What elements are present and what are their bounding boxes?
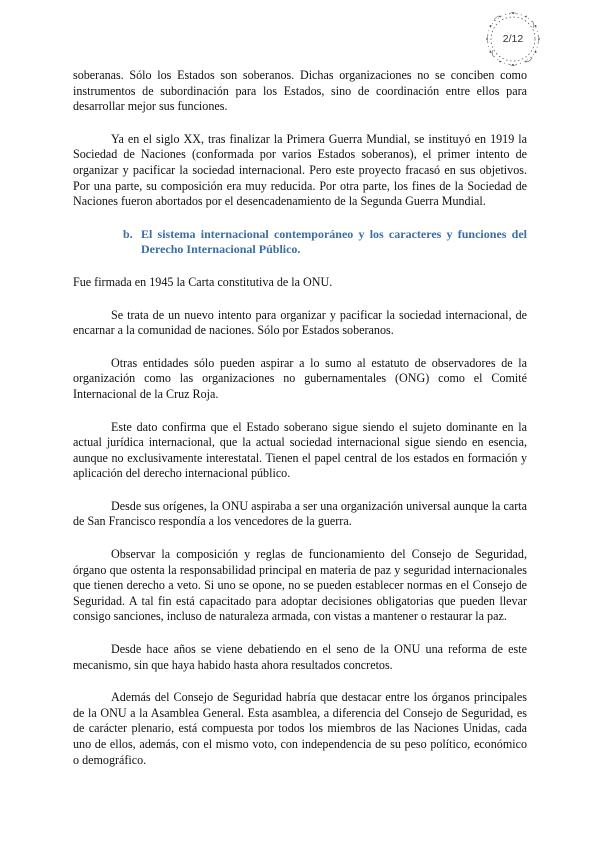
paragraph: Otras entidades sólo pueden aspirar a lo sumo al estatuto de observadores de la organización como las organizaciones no gubernamentales (ONG) como el Comité Internacional de la Cruz Roja. (73, 355, 527, 401)
page-number: 2/12 (502, 33, 524, 45)
paragraph: Desde hace años se viene debatiendo en el seno de la ONU una reforma de este mecanismo, sin que haya habido hasta ahora resultados concretos. (73, 642, 527, 672)
document-body (73, 68, 527, 768)
page-number-badge (482, 8, 544, 70)
paragraph: Ya en el siglo XX, tras finalizar la Primera Guerra Mundial, se instituyó en 1919 la Sociedad de Naciones (conformada por varios Estados soberanos), el primer intento de organizar y pacificar la sociedad internacional. Pero este proyecto fracasó en sus objetivos. Por una parte, su composición era muy reducida. Por otra parte, los fines de la Sociedad de Naciones fueron abortados por el desencadenamiento de la Segunda Guerra Mundial. (73, 131, 527, 209)
paragraph: Este dato confirma que el Estado soberano sigue siendo el sujeto dominante en la actual jurídica internacional, que la actual sociedad internacional sigue siendo en esencia, aunque no exclusivamente interestatal. Tienen el papel central de los estados en formación y aplicación del derecho internacional público. (73, 419, 527, 481)
heading-marker: b. (123, 226, 133, 241)
section-heading (73, 227, 527, 258)
paragraph: Se trata de un nuevo intento para organizar y pacificar la sociedad internacional, de encarnar a la comunidad de naciones. Sólo por Estados soberanos. (73, 307, 527, 338)
paragraph: Desde sus orígenes, la ONU aspiraba a ser una organización universal aunque la carta de San Francisco respondía a los vencedores de la guerra. (73, 498, 527, 529)
heading-text: El sistema internacional contemporáneo y los caracteres y funciones del Derecho Internacional Público. (141, 226, 527, 257)
paragraph: Fue firmada en 1945 la Carta constitutiva de la ONU. (73, 274, 333, 289)
paragraph: soberanas. Sólo los Estados son soberanos. Dichas organizaciones no se conciben como instrumentos de subordinación para los Estados, sino de coordinación entre ellos para desarrollar mejor sus funciones. (73, 68, 527, 114)
paragraph: Además del Consejo de Seguridad habría que destacar entre los órganos principales de la ONU a la Asamblea General. Esta asamblea, a diferencia del Consejo de Seguridad, es de carácter plenario, está compuesta por todos los miembros de las Naciones Unidas, cada uno de ellos, además, con el mismo voto, con independencia de su peso político, económico o demográfico. (73, 690, 527, 767)
paragraph: Observar la composición y reglas de funcionamiento del Consejo de Seguridad, órgano que ostenta la responsabilidad principal en materia de paz y seguridad internacionales que tienen derecho a veto. Si uno se opone, no se pueden establecer normas en el Consejo de Seguridad. A tal fin está capacitado para adoptar decisiones obligatorias que pueden llevar consigo sanciones, incluso de naturaleza armada, con vistas a mantener o restaurar la paz. (73, 547, 527, 624)
